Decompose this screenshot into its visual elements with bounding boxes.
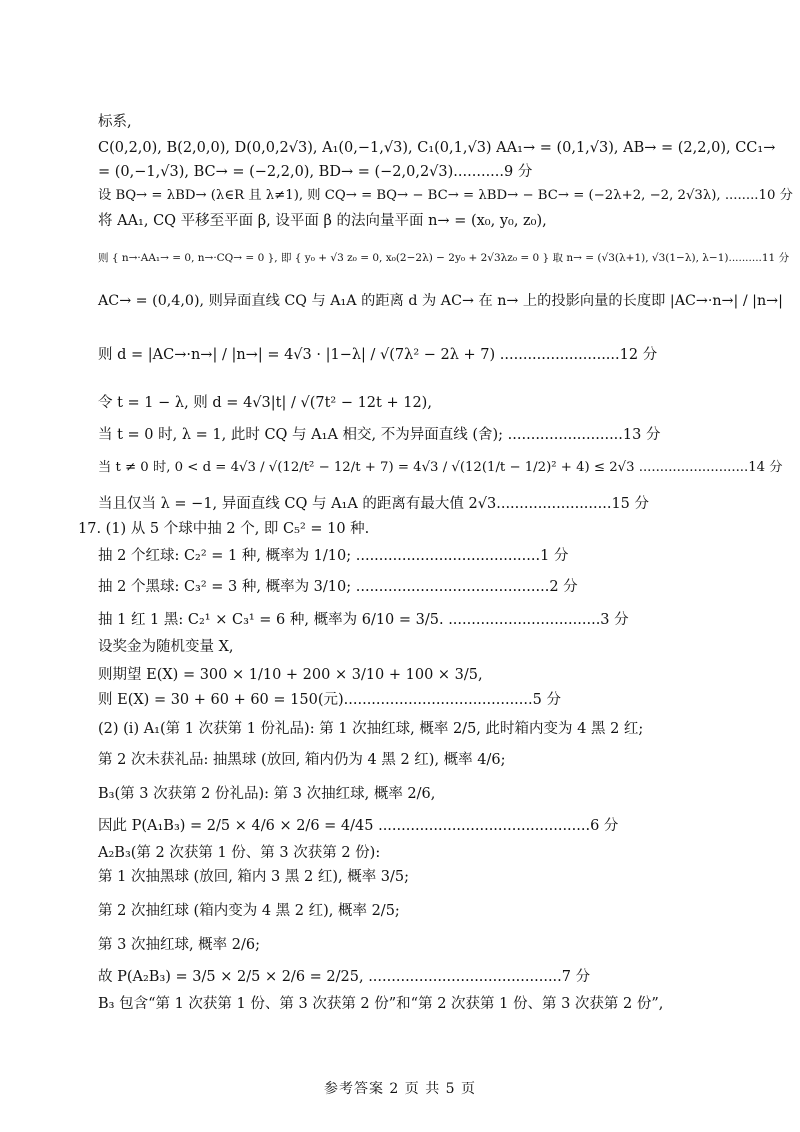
text-line: 第 2 次未获礼品: 抽黑球 (放回, 箱内仍为 4 黑 2 红), 概率 4/6; bbox=[98, 752, 506, 768]
text-line: 因此 P(A₁B₃) = 2/5 × 4/6 × 2/6 = 4/45 ..............................................6 分 bbox=[98, 818, 619, 834]
text-line: A₂B₃(第 2 次获第 1 份、第 3 次获第 2 份): bbox=[98, 845, 381, 861]
page-footer: 参考答案 2 页 共 5 页 bbox=[323, 1081, 477, 1097]
text-line: 设 BQ→ = λBD→ (λ∈R 且 λ≠1), 则 CQ→ = BQ→ − BC→ = λBD→ − BC→ = (−2λ+2, −2, 2√3λ), ........10 分 bbox=[98, 188, 793, 203]
text-line: 设奖金为随机变量 X, bbox=[98, 639, 234, 655]
text-line: 第 1 次抽黑球 (放回, 箱内 3 黑 2 红), 概率 3/5; bbox=[98, 869, 410, 885]
text-line: 当 t = 0 时, λ = 1, 此时 CQ 与 A₁A 相交, 不为异面直线 (舍); .........................13 分 bbox=[98, 427, 661, 443]
text-line: C(0,2,0), B(2,0,0), D(0,0,2√3), A₁(0,−1,√3), C₁(0,1,√3) AA₁→ = (0,1,√3), AB→ = (2,2,0), CC₁→ bbox=[98, 140, 776, 156]
text-line: 则期望 E(X) = 300 × 1/10 + 200 × 3/10 + 100 × 3/5, bbox=[98, 667, 483, 683]
text-line: B₃(第 3 次获第 2 份礼品): 第 3 次抽红球, 概率 2/6, bbox=[98, 786, 436, 802]
text-line: (2) (ⅰ) A₁(第 1 次获第 1 份礼品): 第 1 次抽红球, 概率 2/5, 此时箱内变为 4 黑 2 红; bbox=[98, 721, 644, 737]
text-line: 则 d = |AC→·n→| / |n→| = 4√3 · |1−λ| / √(7λ² − 2λ + 7) ..........................12 分 bbox=[98, 347, 658, 363]
text-line: B₃ 包含“第 1 次获第 1 份、第 3 次获第 2 份”和“第 2 次获第 1 份、第 3 次获第 2 份”, bbox=[98, 996, 664, 1012]
text-line: 故 P(A₂B₃) = 3/5 × 2/5 × 2/6 = 2/25, ..........................................7 分 bbox=[98, 969, 591, 985]
text-line: 令 t = 1 − λ, 则 d = 4√3|t| / √(7t² − 12t + 12), bbox=[98, 395, 432, 411]
text-line: 当且仅当 λ = −1, 异面直线 CQ 与 A₁A 的距离有最大值 2√3.........................15 分 bbox=[98, 496, 650, 512]
text-line: AC→ = (0,4,0), 则异面直线 CQ 与 A₁A 的距离 d 为 AC→ 在 n→ 上的投影向量的长度即 |AC→·n→| / |n→| bbox=[98, 293, 783, 309]
text-line: 第 2 次抽红球 (箱内变为 4 黑 2 红), 概率 2/5; bbox=[98, 903, 400, 919]
text-line: 标系, bbox=[98, 114, 132, 130]
text-line: 则 E(X) = 30 + 60 + 60 = 150(元).........................................5 分 bbox=[98, 692, 561, 708]
text-line: = (0,−1,√3), BC→ = (−2,2,0), BD→ = (−2,0,2√3)...........9 分 bbox=[98, 164, 533, 180]
text-line: 当 t ≠ 0 时, 0 < d = 4√3 / √(12/t² − 12/t + 7) = 4√3 / √(12(1/t − 1/2)² + 4) ≤ 2√3 ..........................14 分 bbox=[98, 460, 783, 475]
text-line: 抽 2 个黑球: C₃² = 3 种, 概率为 3/10; ..........................................2 分 bbox=[98, 579, 578, 595]
text-line: 则 { n→·AA₁→ = 0, n→·CQ→ = 0 }, 即 { y₀ + √3 z₀ = 0, x₀(2−2λ) − 2y₀ + 2√3λz₀ = 0 } 取 n→ = (√3(λ+1), √3(1−λ), λ−1)..........11 分 bbox=[98, 252, 790, 264]
text-line: 第 3 次抽红球, 概率 2/6; bbox=[98, 937, 260, 953]
text-line: 将 AA₁, CQ 平移至平面 β, 设平面 β 的法向量平面 n→ = (x₀, y₀, z₀), bbox=[98, 213, 547, 229]
question-number-line: 17. (1) 从 5 个球中抽 2 个, 即 C₅² = 10 种. bbox=[78, 521, 370, 537]
text-line: 抽 1 红 1 黑: C₂¹ × C₃¹ = 6 种, 概率为 6/10 = 3/5. .................................3 分 bbox=[98, 612, 629, 628]
text-line: 抽 2 个红球: C₂² = 1 种, 概率为 1/10; ........................................1 分 bbox=[98, 548, 569, 564]
